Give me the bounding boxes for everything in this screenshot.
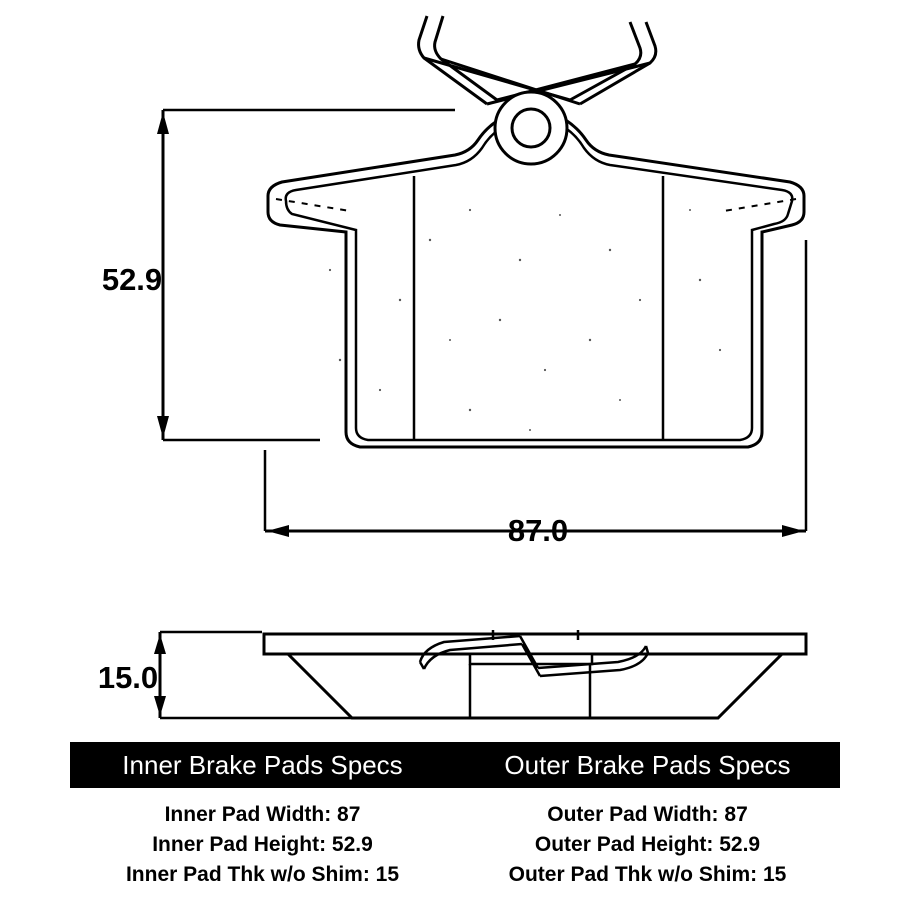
specs-body xyxy=(70,788,840,890)
side-backing-plate xyxy=(264,634,806,654)
specs-header-bar xyxy=(70,742,840,788)
inner-pad-thickness: Inner Pad Thk w/o Shim: 15 xyxy=(125,863,400,886)
inner-pad-height: Inner Pad Height: 52.9 xyxy=(152,833,373,856)
width-dimension-label: 87.0 xyxy=(507,513,569,548)
pad-front-view xyxy=(268,16,804,447)
pad-pin-hole xyxy=(512,109,550,147)
outer-specs-header: Outer Brake Pads Specs xyxy=(504,749,791,780)
outer-pad-thickness: Outer Pad Thk w/o Shim: 15 xyxy=(508,863,787,886)
outer-pad-width: Outer Pad Width: 87 xyxy=(547,803,748,826)
pad-friction-surface xyxy=(286,118,793,440)
inner-specs-header: Inner Brake Pads Specs xyxy=(122,749,403,780)
inner-pad-width: Inner Pad Width: 87 xyxy=(164,803,361,826)
specs-section xyxy=(70,742,840,890)
thickness-dimension-label: 15.0 xyxy=(97,660,159,695)
outer-pad-height: Outer Pad Height: 52.9 xyxy=(534,833,761,856)
wear-sensor-clip-icon xyxy=(419,16,656,104)
pad-side-view xyxy=(264,630,806,718)
outer-specs-column xyxy=(455,800,840,890)
height-dimension-label: 52.9 xyxy=(101,262,163,297)
inner-specs-column xyxy=(70,800,455,890)
